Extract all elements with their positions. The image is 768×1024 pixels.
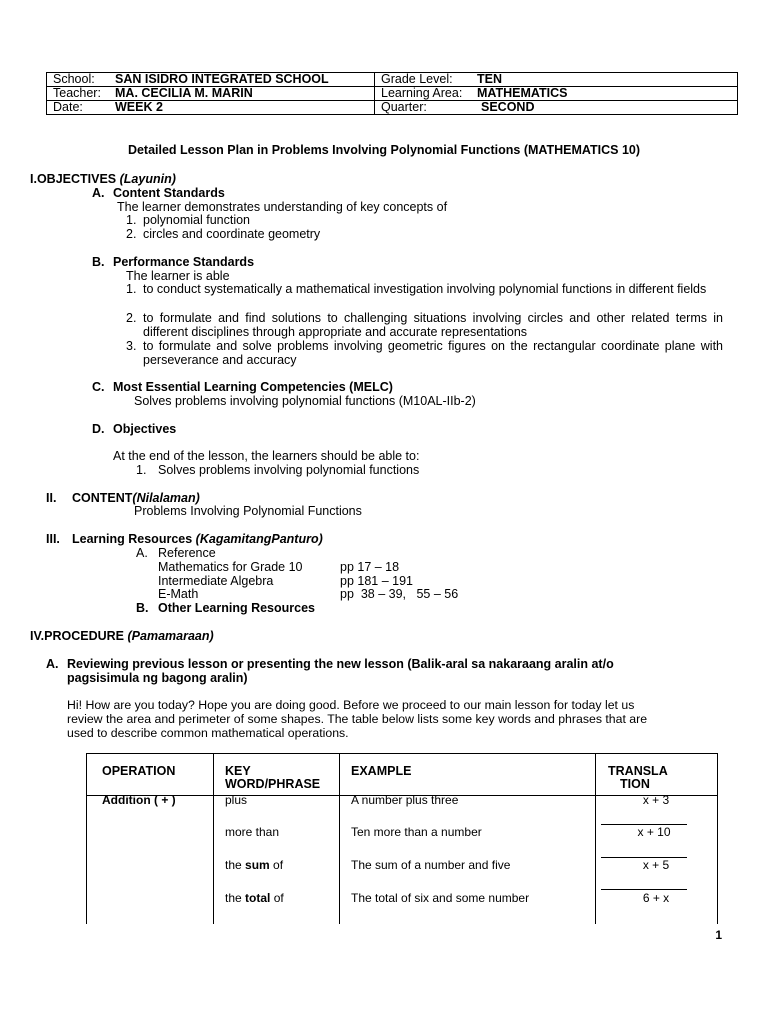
keyword-cell: more than (225, 825, 280, 839)
content-standards-letter: A. (92, 186, 105, 200)
quarter-label: Quarter: (381, 100, 427, 114)
translation-cell: x + 3 (642, 793, 670, 807)
intro-paragraph-line: Hi! How are you today? Hope you are doing good. Before we proceed to our main lesson for today let us (67, 698, 635, 712)
procedure-a-title-line2: pagsisimula ng bagong aralin) (67, 671, 248, 685)
date-value: WEEK 2 (115, 100, 163, 114)
reference-title: Reference (158, 546, 216, 560)
school-label: School: (53, 72, 95, 86)
teacher-cell (47, 87, 375, 101)
example-cell: Ten more than a number (351, 825, 482, 839)
content-standards-intro: The learner demonstrates understanding of key concepts of (117, 200, 448, 214)
header-translation-line1: TRANSLA (608, 764, 668, 778)
school-value: SAN ISIDRO INTEGRATED SCHOOL (115, 72, 329, 86)
example-cell: A number plus three (351, 793, 459, 807)
resources-heading-text: Learning Resources (72, 532, 193, 546)
example-cell: The sum of a number and five (351, 858, 511, 872)
performance-standards-intro: The learner is able (126, 269, 230, 283)
area-cell (375, 87, 738, 101)
operations-table (86, 753, 718, 924)
document-title: Detailed Lesson Plan in Problems Involving Polynomial Functions (MATHEMATICS 10) (127, 143, 641, 157)
other-resources-letter: B. (136, 601, 149, 615)
content-text: Problems Involving Polynomial Functions (134, 504, 362, 518)
melc-text: Solves problems involving polynomial functions (M10AL-IIb-2) (134, 394, 476, 408)
keyword-cell: the sum of (225, 858, 284, 872)
teacher-value: MA. CECILIA M. MARIN (115, 86, 253, 100)
content-standard-item: polynomial function (143, 213, 251, 227)
translation-underline (601, 889, 687, 890)
area-value: MATHEMATICS (477, 86, 568, 100)
intro-paragraph-line: review the area and perimeter of some shapes. The table below lists some key words and phrases that are (67, 712, 648, 726)
date-cell (47, 101, 375, 115)
content-standard-item: circles and coordinate geometry (143, 227, 321, 241)
resources-heading-italic: (KagamitangPanturo) (195, 532, 323, 546)
content-heading-text: CONTENT (72, 491, 133, 505)
date-label: Date: (53, 100, 83, 114)
reference-pages: pp 38 – 39, 55 – 56 (340, 587, 459, 601)
objectives-d-title: Objectives (113, 422, 177, 436)
teacher-label: Teacher: (53, 86, 101, 100)
content-heading-italic: (Nilalaman) (132, 491, 200, 505)
list-number: 2. (126, 311, 137, 325)
quarter-cell (375, 101, 738, 115)
list-number: 1. (126, 282, 137, 296)
performance-standards-title: Performance Standards (113, 255, 255, 269)
reference-pages: pp 181 – 191 (340, 574, 413, 588)
reference-book: Mathematics for Grade 10 (158, 560, 303, 574)
reference-book: E-Math (158, 587, 199, 601)
grade-cell (375, 73, 738, 87)
area-label: Learning Area: (381, 86, 463, 100)
objective-item: Solves problems involving polynomial functions (158, 463, 420, 477)
content-standards-title: Content Standards (113, 186, 225, 200)
header-keyword-line1: KEY (225, 764, 251, 778)
performance-standard-item: to conduct systematically a mathematical investigation involving polynomial functions in different fields (143, 282, 707, 296)
grade-label: Grade Level: (381, 72, 453, 86)
resources-number: III. (46, 532, 60, 546)
reference-pages: pp 17 – 18 (340, 560, 400, 574)
list-number: 3. (126, 339, 137, 353)
school-cell (47, 73, 375, 87)
example-cell: The total of six and some number (351, 891, 530, 905)
list-number: 1. (126, 213, 137, 227)
header-table (46, 72, 738, 115)
header-translation-line2: TION (620, 777, 650, 791)
procedure-heading-italic: (Pamamaraan) (127, 629, 214, 643)
intro-paragraph-line: used to describe common mathematical operations. (67, 726, 349, 740)
objectives-heading (30, 172, 176, 186)
header-keyword-line2: WORD/PHRASE (225, 777, 321, 791)
header-operation: OPERATION (102, 764, 176, 778)
reference-book: Intermediate Algebra (158, 574, 274, 588)
objectives-heading-text: I.OBJECTIVES (30, 172, 117, 186)
keyword-cell: the total of (225, 891, 284, 905)
procedure-a-title-line1: Reviewing previous lesson or presenting the new lesson (Balik-aral sa nakaraang aralin at/o (67, 657, 614, 671)
performance-standard-item: to formulate and find solutions to challenging situations involving circles and other related terms in different disciplines through appropriate and accurate representations (143, 311, 723, 339)
translation-cell: 6 + x (642, 891, 670, 905)
table-column-divider (213, 754, 214, 924)
resources-heading (72, 532, 323, 546)
list-number: 1. (136, 463, 147, 477)
keyword-cell: plus (225, 793, 248, 807)
performance-standards-letter: B. (92, 255, 105, 269)
content-number: II. (46, 491, 57, 505)
grade-value: TEN (477, 72, 502, 86)
objectives-heading-italic: (Layunin) (119, 172, 176, 186)
objectives-d-intro: At the end of the lesson, the learners should be able to: (113, 449, 420, 463)
procedure-heading-text: IV.PROCEDURE (30, 629, 125, 643)
procedure-a-letter: A. (46, 657, 59, 671)
page-number: 1 (715, 928, 722, 942)
operation-name: Addition ( + ) (102, 793, 176, 807)
reference-letter: A. (136, 546, 148, 560)
translation-cell: x + 10 (637, 825, 671, 839)
procedure-heading (30, 629, 214, 643)
melc-letter: C. (92, 380, 105, 394)
header-example: EXAMPLE (351, 764, 412, 778)
quarter-value: SECOND (481, 100, 535, 114)
list-number: 2. (126, 227, 137, 241)
other-resources-title: Other Learning Resources (158, 601, 315, 615)
melc-title: Most Essential Learning Competencies (MELC) (113, 380, 393, 394)
translation-cell: x + 5 (642, 858, 670, 872)
table-column-divider (339, 754, 340, 924)
performance-standard-item: to formulate and solve problems involving geometric figures on the rectangular coordinate plane with perseverance and accuracy (143, 339, 723, 367)
objectives-d-letter: D. (92, 422, 105, 436)
